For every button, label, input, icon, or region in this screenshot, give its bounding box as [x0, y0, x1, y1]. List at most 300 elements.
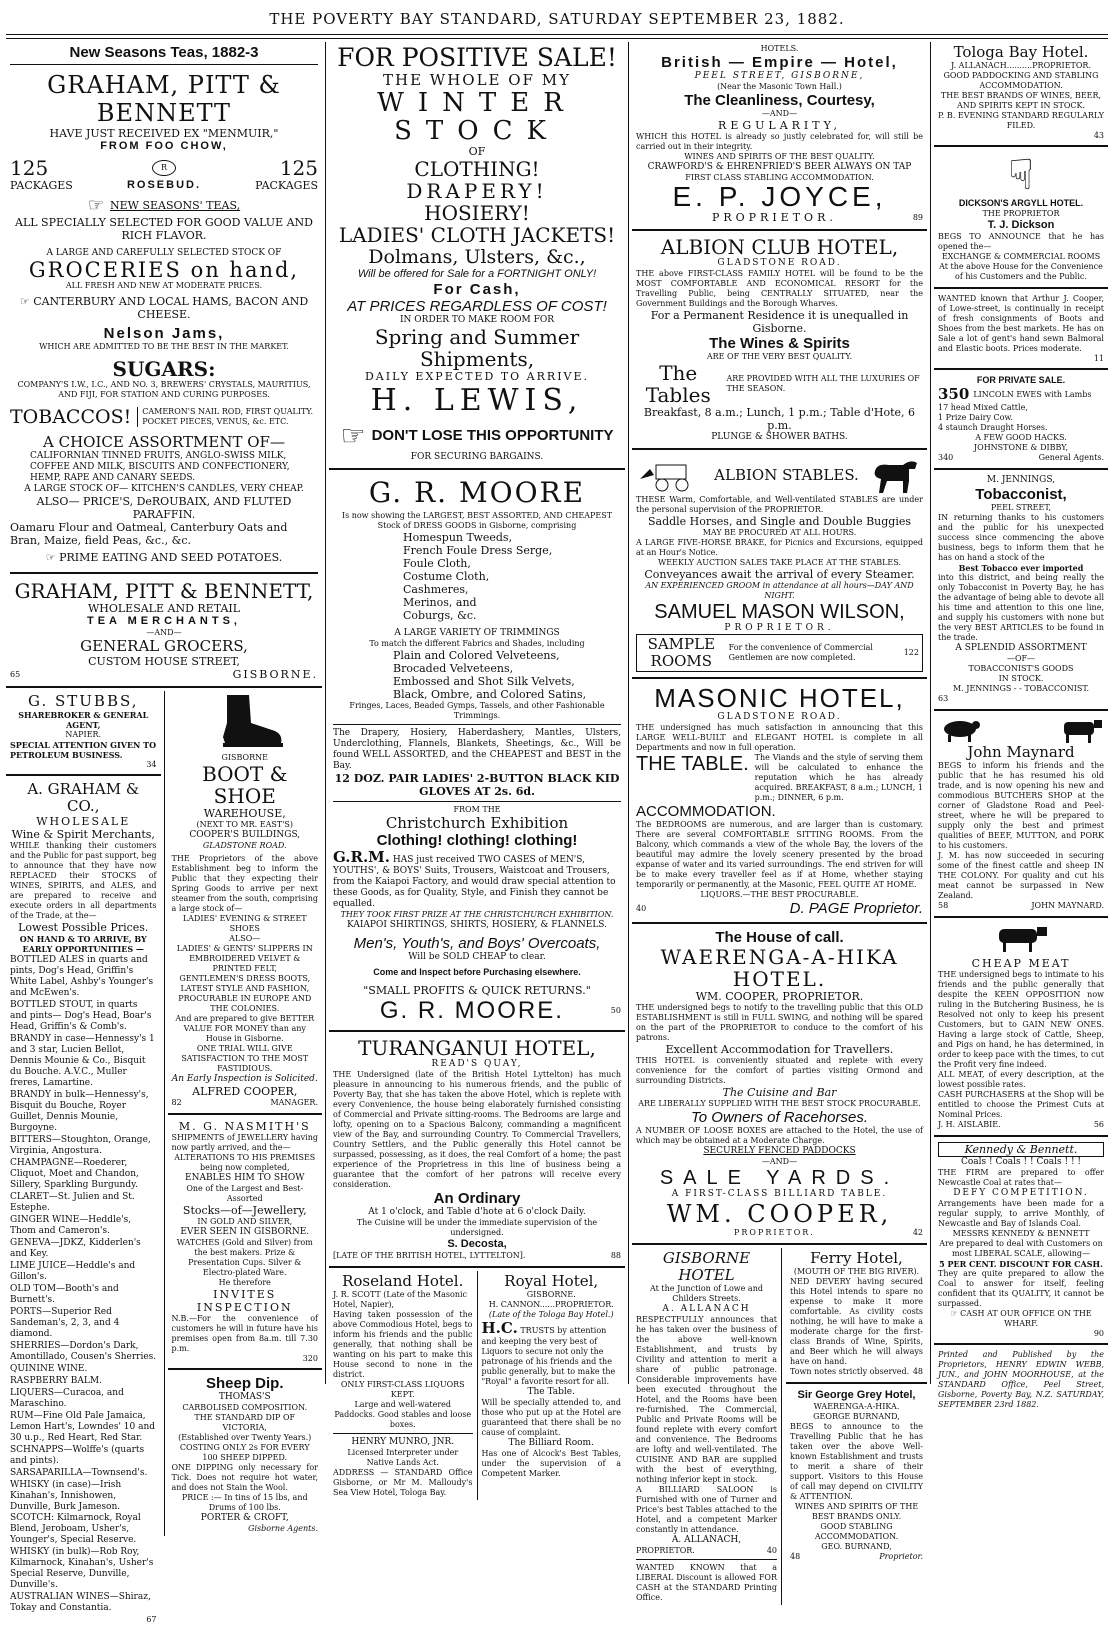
- stables-body: THESE Warm, Comfortable, and Well-ventilated STABLES are under the personal supervision of the PROPRIETOR.: [636, 495, 923, 514]
- royal-table-body: Will be specially attended to, and those who put up at the Hotel are guaranteed that there shall be no cause of complaint.: [481, 1398, 621, 1437]
- stables-name: SAMUEL MASON WILSON,: [654, 601, 905, 623]
- albion-wines-sub: ARE OF THE VERY BEST QUALITY.: [706, 352, 853, 361]
- albion-permanent: For a Permanent Residence it is unequalled in Gisborne.: [650, 309, 909, 335]
- ad-number: 50: [610, 1006, 621, 1015]
- maynard-sign: JOHN MAYNARD.: [1031, 901, 1104, 910]
- waerenga-prop: PROPRIETOR.: [733, 1228, 815, 1237]
- nasmith-stocks: Stocks—of—Jewellery,: [182, 1204, 307, 1217]
- boot-ad: [168, 691, 323, 1110]
- cheap-sign: J. H. AISLABIE.: [938, 1120, 1001, 1129]
- agraham-body: WHILE thanking their customers and the Public for past support, beg to announce that they have now REPLACED their STOCKS of WINES, SPIRITS, and ALES, and are prepared to receive and execute orders in all departments of the Trade, at the—: [10, 841, 157, 920]
- ad-number: 88: [610, 1251, 621, 1260]
- stables-auction: WEEKLY AUCTION SALES TAKE PLACE AT THE STABLES.: [657, 558, 902, 567]
- tea-seal-icon: R: [152, 160, 176, 176]
- stables-brake: A LARGE FIVE-HORSE BRAKE, for Picnics and Excursions, equipped at an Hour's Notice.: [636, 538, 923, 557]
- cheap-body: THE undersigned begs to intimate to his friends and the public generally that despite the KEEN OPPOSITION now ruling in the Butchering Business, he is Resolved not only to keep his present Customers, but to GAIN NEW ONES. Having a large stock of Cattle, Sheep, and Pigs on hand, he has determined, in order to keep pace with the times, to cut the Profit very fine indeed.: [938, 970, 1104, 1069]
- ad-number: 34: [146, 760, 157, 769]
- cheap-title: CHEAP MEAT: [971, 957, 1071, 970]
- british-title: British — Empire — Hotel,: [661, 54, 898, 71]
- roseland-ad: [329, 1271, 477, 1500]
- list-item: BOTTLED ALES in quarts and pints, Dog's Head, Griffin's White Label, Ashby's Younger's and McEwen's.: [10, 955, 154, 998]
- package-count-left: 125: [10, 156, 49, 180]
- british-wines: WINES AND SPIRITS OF THE BEST QUALITY.: [684, 152, 875, 161]
- column-4: [934, 42, 1108, 1409]
- sheep-carbolised: CARBOLISED COMPOSITION.: [182, 1403, 308, 1412]
- waerenga-body: THE undersigned begs to notify to the travelling public that this OLD ESTABLISHMENT is still in FULL SWING, and nothing will be spared on the part of the PROPRIETOR to conduce to the comfort of his patrons.: [636, 1003, 923, 1042]
- ferry-hotel-ad: [786, 1248, 927, 1379]
- jennings-goods: TOBACCONIST'S GOODS: [968, 664, 1074, 673]
- column-1: [6, 42, 322, 1624]
- list-item: CLARET—St. Julien and St. Estephe.: [10, 1192, 135, 1213]
- jennings-of: —OF—: [1006, 654, 1036, 663]
- pointing-hand-icon: ☞: [19, 295, 34, 308]
- albion-body: THE above FIRST-CLASS FAMILY HOTEL will be found to be the MOST COMFORTABLE AND ECONOMICAL RESORT for the Travelling Public, being CENTRALLY SITUATED, near the Government Buildings and the Borough Wharves.: [636, 269, 923, 308]
- nasmith-ever: EVER SEEN IN GISBORNE.: [180, 1227, 310, 1237]
- gisborne-hotel-saloon: A BILLIARD SALOON is Furnished with one of Turner and Price's best Tables attached to the Hotel, and a competent Marker constantly in attendance.: [636, 1485, 777, 1534]
- masonic-accommodation: ACCOMMODATION.: [636, 803, 776, 820]
- boot-inspection: An Early Inspection is Solicited.: [171, 1074, 318, 1084]
- section-hotels: HOTELS.: [760, 44, 799, 53]
- list-item: Embossed and Shot Silk Velvets,: [393, 675, 575, 688]
- moore-prize: THEY TOOK FIRST PRIZE AT THE CHRISTCHURCH EXHIBITION.: [340, 910, 614, 919]
- list-item: Black, Ombre, and Colored Satins,: [393, 688, 587, 701]
- boot-title: BOOT & SHOE: [202, 762, 288, 808]
- boot-cooper: COOPER'S BUILDINGS,: [189, 830, 301, 840]
- sale-clothing: CLOTHING!: [414, 157, 540, 181]
- royal-title: Royal Hotel,: [504, 1272, 599, 1290]
- gisborne-hotel-allanach: A. ALLANACH,: [671, 1535, 742, 1545]
- teas-title: New Seasons Teas, 1882-3: [69, 44, 259, 61]
- cheap-meat: ALL MEAT, of every description, at the lowest possible rates.: [938, 1070, 1104, 1089]
- gisborne-hotel-body: RESPECTFULLY announces that he has taken over the business of the above well-known Establishment, and trusts by Civility and attention to merit a share of public patronage. Considerable improvements have been executed throughout the Hotel, and the Rooms have been re-furnished. The Commercial, Public and Private Rooms will be found replete with every comfort and convenience. The Bedrooms are lofty and well-ventilated. The CUISINE AND BAR are supplied with the best of everything, nothing inferior kept in stock.: [636, 1315, 777, 1484]
- albion-plunge: PLUNGE & SHOWER BATHS.: [711, 432, 848, 442]
- moore-gloves: 12 DOZ. PAIR LADIES' 2-BUTTON BLACK KID GLOVES AT 2s. 6d.: [334, 772, 620, 798]
- british-prop: PROPRIETOR.: [711, 211, 837, 224]
- grey-hotel-ad: [786, 1387, 927, 1564]
- tobaccos: TOBACCOS!: [10, 406, 132, 428]
- selected-line: ALL SPECIALLY SELECTED FOR GOOD VALUE AND RICH FLAVOR.: [15, 216, 313, 242]
- kennedy-body: THE FIRM are prepared to offer Newcastle Coal at rates that—: [938, 1168, 1104, 1187]
- waerenga-excellent: Excellent Accommodation for Travellers.: [665, 1043, 894, 1056]
- tologa-title: Tologa Bay Hotel.: [953, 43, 1089, 61]
- list-item: GENEVA—JDKZ, Kidderlen's and Key.: [10, 1238, 141, 1259]
- turanganui-name: S. Decosta,: [447, 1238, 507, 1250]
- list-item: Plain and Colored Velveteens,: [393, 649, 560, 662]
- waerenga-saleyards: SALE YARDS.: [659, 1167, 900, 1189]
- moore-match: To match the different Fabrics and Shades, including: [369, 639, 585, 648]
- munro-name: HENRY MUNRO, JNR.: [351, 1437, 455, 1447]
- custom-street: CUSTOM HOUSE STREET,: [88, 655, 240, 668]
- gisborne-hotel-junction: At the Junction of Lowe and Childers Streets.: [650, 1284, 763, 1303]
- grey-body: BEGS to announce to the Travelling Public that he has taken over the above Well-known Establishment and trusts to merit a share of their support. Visitors to this House of call may depend on CIVILITY & ATTENTION.: [790, 1422, 923, 1501]
- general-grocers: GENERAL GROCERS,: [80, 637, 248, 655]
- sale-lewis: H. LEWIS,: [370, 383, 584, 418]
- sheep-costing: COSTING ONLY 2s FOR EVERY 100 SHEEP DIPPED.: [179, 1443, 310, 1462]
- jennings-body: IN returning thanks to his customers and the public for his unexpected success since commencing the above business, begs to inform them that he has on hand a stock of the: [938, 513, 1104, 562]
- british-and: —AND—: [761, 109, 798, 118]
- masonic-table-body: The Viands and the style of serving them will be calculated to enhance the reputation which he has already acquired. BREAKFAST, 8 a.m.; LUNCH, 1 p.m.; DINNER, 6 p.m.: [754, 753, 923, 802]
- private-cattle: 17 head Mixed Cattle,: [938, 403, 1028, 412]
- waerenga-boxes: A NUMBER OF LOOSE BOXES are attached to the Hotel, the use of which may be obtained at a Moderate Charge.: [636, 1126, 923, 1145]
- grey-wines: WINES AND SPIRITS OF THE BEST BRANDS ONLY.: [794, 1502, 919, 1521]
- turanganui-quay: READ'S QUAY,: [431, 1059, 523, 1069]
- ad-number: 48: [912, 1367, 923, 1376]
- tologa-paper: P. B. EVENING STANDARD REGULARLY FILED.: [938, 111, 1104, 130]
- private-horses: 4 staunch Draught Horses.: [938, 423, 1048, 432]
- list-item: Cashmeres,: [403, 583, 469, 596]
- firm-name: GRAHAM, PITT & BENNETT: [47, 71, 281, 127]
- list-item: LIQUERS—Curacoa, and Maraschino.: [10, 1388, 124, 1409]
- turanganui-at: At 1 o'clock, and Table d'hote at 6 o'clock Daily.: [368, 1207, 586, 1217]
- sheep-ad: [168, 1373, 323, 1536]
- stubbs-line1: SHAREBROKER & GENERAL AGENT,: [18, 710, 149, 730]
- british-stabling: FIRST CLASS STABLING ACCOMMODATION.: [685, 173, 874, 182]
- british-regularity: REGULARITY,: [718, 119, 841, 132]
- ad-number: 43: [1093, 131, 1104, 140]
- ad-number: 340: [938, 453, 954, 462]
- private-agents: JOHNSTONE & DIBBY,: [973, 443, 1069, 452]
- ad-number: 320: [302, 1354, 318, 1363]
- royal-cannon: H. CANNON......PROPRIETOR.: [488, 1300, 614, 1309]
- boot-name: ALFRED COOPER,: [192, 1085, 298, 1098]
- moore-ad: [329, 473, 625, 1027]
- stables-conveyances: Conveyances await the arrival of every Steamer.: [644, 568, 915, 581]
- albion-tables: The Tables: [645, 361, 711, 407]
- wanted-cooper-body: WANTED known that Arthur J. Cooper, of Lowe-street, is continually in receipt of fresh consignments of Boots and Shoes from the best markets. He has on Sale a lot of gent's hand sewn Balmoral and Elastic boots. Prices moderate.: [938, 294, 1104, 353]
- wanted-discount: WANTED KNOWN that a LIBERAL Discount is allowed FOR CASH at the STANDARD Printing Office.: [636, 1563, 777, 1602]
- private-ewes: 350: [938, 385, 970, 403]
- tologa-ad: [934, 42, 1108, 142]
- waerenga-name: WM. COOPER, PROPRIETOR.: [695, 990, 864, 1003]
- potatoes: PRIME EATING AND SEED POTATOES.: [59, 551, 283, 564]
- moore-clothing: Clothing! clothing! clothing!: [376, 832, 578, 849]
- agraham-ad: [6, 779, 161, 1626]
- sheep-one-dipping: ONE DIPPING only necessary for Tick. Does not require hot water, and does not Stain the Wool.: [171, 1463, 318, 1492]
- gisborne-hotel-prop: PROPRIETOR.: [636, 1546, 695, 1555]
- sale-drapery: DRAPERY!: [406, 179, 548, 203]
- from-line: FROM FOO CHOW,: [100, 140, 228, 152]
- choice-heading: A CHOICE ASSORTMENT OF—: [43, 433, 285, 451]
- list-item: GINGER WINE—Heddle's, Thom and Cameron's.: [10, 1215, 132, 1236]
- list-item: Foule Cloth,: [403, 557, 471, 570]
- moore-sold: Will be SOLD CHEAP to clear.: [408, 952, 546, 962]
- sale-cash: For Cash,: [433, 281, 521, 298]
- moore-grm: G.R.M.: [333, 848, 391, 866]
- jennings-title: Tobacconist,: [975, 486, 1067, 503]
- list-item: BRANDY in case—Hennessy's 1 and 3 star, Lucien Bellot, Dennis Mounie & Co., Bisquit du Bouche. A.V.C., Muller freres, Lamartine.: [10, 1034, 155, 1088]
- agraham-items: [10, 955, 157, 1614]
- list-item: BRANDY in bulk—Hennessy's, Bisquit du Bouche, Royer Guillet, Dennis Mounie, Burgoyne.: [10, 1090, 149, 1133]
- albion-breakfast: Breakfast, 8 a.m.; Lunch, 1 p.m.; Table d'Hote, 6 p.m.: [643, 406, 916, 432]
- roseland-paddocks: Large and well-watered Paddocks. Good stables and loose boxes.: [334, 1400, 472, 1429]
- moore-kaiapoi: KAIAPOI SHIRTINGS, SHIRTS, HOSIERY, & FLANNELS.: [346, 920, 607, 930]
- masthead: THE POVERTY BAY STANDARD, SATURDAY SEPTEMBER 23, 1882.: [269, 10, 845, 28]
- private-ewes-text: LINCOLN EWES with Lambs: [973, 389, 1092, 399]
- moore-sign: G. R. MOORE.: [379, 997, 564, 1024]
- sale-dontlose: DON'T LOSE THIS OPPORTUNITY: [371, 427, 614, 444]
- column-2: [329, 42, 625, 1497]
- boot-body: THE Proprietors of the above Establishment beg to inform the Public that they expecting their Spring Goods to arrive per next steamer from the south, comprising a large stock of—: [171, 854, 318, 913]
- private-hacks: A FEW GOOD HACKS.: [975, 433, 1067, 442]
- nasmith-watches: WATCHES (Gold and Silver) from the best makers. Prize & Presentation Cups. Silver & Electro-plated Ware.: [176, 1238, 313, 1277]
- waerenga-fenced: SECURELY FENCED PADDOCKS: [703, 1146, 856, 1156]
- nasmith-body: SHIPMENTS of JEWELLERY having now partly arrived, and the—: [171, 1133, 318, 1152]
- cheap-cash: CASH PURCHASERS at the Shop will be entitled to choose the Primest Cuts at Nominal Prices.: [938, 1090, 1104, 1119]
- stubbs-name: G. STUBBS,: [28, 692, 139, 710]
- masthead-rule: [6, 34, 1108, 35]
- waerenga-body2: THIS HOTEL is conveniently situated and replete with every convenience for the comfort of parties visiting Ormond and surrounding Districts.: [636, 1056, 923, 1085]
- sheep-agents: Gisborne Agents.: [248, 1524, 318, 1533]
- agraham-name: A. GRAHAM & CO.,: [27, 780, 140, 815]
- sale-title: FOR POSITIVE SALE!: [337, 43, 617, 72]
- masonic-body: THE undersigned has much satisfaction in announcing that this LARGE WELL-BUILT and ELEGANT HOTEL is complete in all Departments and now in full operation.: [636, 723, 923, 752]
- sheep-standard: THE STANDARD DIP OF VICTORIA,: [194, 1413, 296, 1432]
- grey-sign: GEO. BURNAND,: [821, 1542, 892, 1551]
- wholesale: WHOLESALE AND RETAIL: [87, 602, 241, 615]
- nelson-sub: WHICH ARE ADMITTED TO BE THE BEST IN THE MARKET.: [39, 342, 289, 351]
- list-item: BITTERS—Stoughton, Orange, Virginia, Angostura.: [10, 1135, 151, 1156]
- jennings-instock: IN STOCK.: [998, 674, 1044, 683]
- waerenga-house: The House of call.: [715, 929, 844, 946]
- list-item: LIME JUICE—Heddle's and Gillon's.: [10, 1261, 136, 1282]
- turanganui-late: [LATE OF THE BRITISH HOTEL, LYTTELTON].: [333, 1251, 526, 1260]
- list-item: SCHNAPPS—Wolffe's (quarts and pints).: [10, 1445, 145, 1466]
- stables-sample: SAMPLE ROOMS: [647, 635, 716, 670]
- sale-daily: DAILY EXPECTED TO ARRIVE.: [364, 370, 590, 383]
- ox-icon: [991, 923, 1051, 953]
- roseland-body: Having taken possession of the above Commodious Hotel, begs to inform his friends and the public generally, that nothing shall be wanting on his part to make this House second to none in the district.: [333, 1310, 473, 1379]
- waerenga-owners: To Owners of Racehorses.: [690, 1109, 869, 1126]
- turanganui-ordinary: An Ordinary: [433, 1190, 521, 1207]
- moore-intro: Is now showing the LARGEST, BEST ASSORTED, AND CHEAPEST Stock of DRESS GOODS in Gisborne, comprising: [341, 511, 613, 530]
- dickson-title: DICKSON'S ARGYLL HOTEL.: [958, 198, 1084, 208]
- coach-icon: [636, 457, 706, 493]
- albion-wines: The Wines & Spirits: [709, 335, 850, 352]
- private-sale-ad: [934, 373, 1108, 465]
- gisborne-hotel-ad: [632, 1248, 781, 1605]
- stables-groom: AN EXPERIENCED GROOM in attendance at all hours—DAY AND NIGHT.: [645, 581, 914, 600]
- sugars-sub: COMPANY'S I.W., I.C., AND NO. 3, BREWERS' CRYSTALS, MAURITIUS, AND FIJI, FOR STATION AND CURING PURPOSES.: [17, 380, 311, 399]
- column-rule: [325, 42, 326, 1384]
- dickson-body2: At the above House for the Convenience of his Customers and the Public.: [939, 262, 1103, 281]
- groceries: GROCERIES on hand,: [28, 258, 300, 282]
- ferry-mouth: (MOUTH OF THE BIG RIVER).: [793, 1267, 920, 1276]
- masonic-title: MASONIC HOTEL,: [654, 683, 905, 713]
- waerenga-cuisine: The Cuisine and Bar: [722, 1086, 837, 1099]
- moore-profits: "SMALL PROFITS & QUICK RETURNS.": [363, 984, 591, 997]
- stables-saddle: Saddle Horses, and Single and Double Buggies: [647, 515, 912, 528]
- oamaru: Oamaru Flour and Oatmeal, Canterbury Oats and Bran, Maize, field Peas, &c., &c.: [10, 521, 288, 547]
- tobacco-sub: CAMERON'S NAIL ROD, FIRST QUALITY. POCKET PIECES, VENUS, &c. ETC.: [137, 407, 318, 427]
- roseland-jrs: J. R. SCOTT (Late of the Masonic Hotel, Napier),: [333, 1290, 468, 1309]
- list-item: Costume Cloth,: [403, 570, 490, 583]
- sale-securing: FOR SECURING BARGAINS.: [410, 452, 544, 462]
- pointing-hand-icon: ☞: [45, 551, 60, 564]
- jennings-street: PEEL STREET,: [990, 503, 1052, 512]
- tologa-wines: THE BEST BRANDS OF WINES, BEER, AND SPIRITS KEPT IN STOCK.: [940, 91, 1102, 110]
- maynard-succeed: J. M. has now succeeded in securing some of the finest cattle and sheep IN THE COLONY. For quality and cut his meat cannot be surpassed in New Zealand.: [938, 851, 1104, 900]
- turanganui-cuisine: The Cuisine will be under the immediate supervision of the undersigned.: [356, 1218, 598, 1237]
- roseland-title: Roseland Hotel.: [342, 1272, 464, 1290]
- stables-ad: [632, 453, 927, 674]
- turanganui-body: THE Undersigned (late of the British Hotel Lyttelton) has much pleasure in announcing to his numerous friends, and the public of Poverty Bay, that she has taken the above Hotel, which is replete with every Convenience, the house being elaborately furnished consisting of Commercial and Private sitting-rooms. The Bedrooms are large and lofty, opening on to a Spacious Balcony, commanding a magnificent view of the Bay, and surrounding Country. To Commercial Travellers, Country Settlers, and the Public generally this Hotel cannot be surpassed, possessing, as it does, the real Comfort of a home; the past experience of the Proprietress in this line of business being a guarantee that the comfort of her patrons will receive every consideration.: [333, 1070, 621, 1189]
- albion-tables-sub: ARE PROVIDED WITH ALL THE LUXURIES OF THE SEASON.: [726, 374, 920, 393]
- kennedy-defy: DEFY COMPETITION.: [953, 1188, 1089, 1198]
- masonic-road: GLADSTONE ROAD.: [717, 712, 842, 722]
- stables-title: ALBION STABLES.: [714, 465, 859, 484]
- turanganui-ad: [329, 1035, 625, 1263]
- nasmith-invites: INVITES INSPECTION: [196, 1288, 293, 1314]
- boot-procurable: PROCURABLE IN EUROPE AND THE COLONIES.: [178, 994, 312, 1013]
- list-item: OLD TOM—Booth's and Burnett's.: [10, 1284, 119, 1305]
- maynard-title: John Maynard: [967, 743, 1075, 761]
- pointing-hand-icon: ☞: [950, 1309, 961, 1318]
- boot-road: GLADSTONE ROAD.: [202, 841, 287, 850]
- list-item: WHISKY (in bulk)—Rob Roy, Kilmarnock, Kinahan's, Usher's Special Reserve, Dunville, Dunville's.: [10, 1547, 154, 1590]
- waerenga-ad: [632, 927, 927, 1240]
- ad-number: 89: [912, 212, 923, 222]
- sale-regardless: AT PRICES REGARDLESS OF COST!: [347, 298, 607, 315]
- boot-warehouse: WAREHOUSE,: [203, 807, 286, 820]
- sale-dolmans: Dolmans, Ulsters, &c.,: [368, 246, 586, 268]
- royal-gisborne: GISBORNE.: [526, 1290, 576, 1299]
- ferry-terms: Town notes strictly observed.: [790, 1367, 910, 1376]
- royal-billiard-body: Has one of Alcock's Best Tables, under the supervision of a Competent Marker.: [481, 1449, 621, 1478]
- kennedy-title: Kennedy & Bennett.: [938, 1142, 1104, 1157]
- albion-ad: [632, 234, 927, 445]
- private-general: General Agents.: [1038, 453, 1104, 462]
- kennedy-messrs: MESSRS KENNEDY & BENNETT: [952, 1229, 1090, 1238]
- british-body: WHICH this HOTEL is already so justly celebrated for, will still be carried out in their integrity.: [636, 132, 923, 151]
- list-item: Coburgs, &c.: [403, 609, 477, 622]
- paraffin: ALSO— PRICE'S, DeROUBAIX, AND FLUTED PARAFFIN.: [36, 495, 292, 521]
- ad-number: 40: [766, 1546, 777, 1555]
- agraham-lowest: Lowest Possible Prices.: [18, 921, 149, 934]
- sheep-thomas: THOMAS'S: [218, 1392, 271, 1402]
- albion-title: ALBION CLUB HOTEL,: [660, 235, 899, 259]
- waerenga-billiard: A FIRST-CLASS BILLIARD TABLE.: [671, 1189, 888, 1199]
- royal-body: TRUSTS by attention and keeping the very best of Liquors to secure not only the patronage of his friends and the public generally, but to make the "Royal" a favorite resort for all.: [481, 1326, 616, 1386]
- munro-address: ADDRESS — STANDARD Office Gisborne, or Mr M. Malloudy's Sea View Hotel, Tologa Bay.: [333, 1468, 473, 1497]
- list-item: SHERRIES—Dordon's Dark, Amontillado, Cousen's Sherries.: [10, 1341, 157, 1362]
- moore-title: G. R. MOORE: [368, 476, 586, 509]
- packages-left: PACKAGES: [10, 179, 73, 192]
- private-cow: 1 Prize Dairy Cow.: [938, 413, 1013, 422]
- received-line: HAVE JUST RECEIVED EX "MENMUIR,": [49, 127, 279, 140]
- list-item: French Foule Dress Serge,: [403, 544, 553, 557]
- ad-number: 56: [1093, 1120, 1104, 1129]
- agraham-onhand: ON HAND & TO ARRIVE, BY EARLY OPPORTUNITIES —: [19, 934, 147, 954]
- moore-come: Come and Inspect before Purchasing elsewhere.: [373, 967, 581, 977]
- dickson-the: THE PROPRIETOR: [982, 209, 1060, 218]
- masonic-liquors: LIQUORS.—THE BEST PROCURABLE.: [700, 890, 859, 899]
- boot-manager: MANAGER.: [270, 1098, 318, 1107]
- royal-ad: [477, 1271, 626, 1500]
- munro-licensed: Licensed Interpreter under Native Lands Act.: [347, 1448, 459, 1467]
- masonic-ad: [632, 682, 927, 919]
- dickson-body: BEGS TO ANNOUNCE that he has opened the—: [938, 232, 1104, 251]
- packages-right: PACKAGES: [255, 179, 318, 192]
- candles: A LARGE STOCK OF— KITCHEN'S CANDLES, VERY CHEAP.: [24, 484, 304, 494]
- ad-number: 11: [1093, 354, 1104, 363]
- jennings-name: M. JENNINGS,: [986, 475, 1056, 485]
- moore-christchurch: Christchurch Exhibition: [385, 814, 569, 832]
- list-item: Merinos, and: [403, 596, 477, 609]
- list-item: BOTTLED STOUT, in quarts and pints— Dog's Head, Boar's Head, Griffin's & Comb's.: [10, 1000, 152, 1032]
- kennedy-answer: They are quite prepared to allow the Coal to answer for itself, feeling confident that its QUALITY, it cannot be surpassed.: [938, 1269, 1104, 1308]
- sale-jackets: LADIES' CLOTH JACKETS!: [338, 223, 616, 247]
- british-empire-ad: [632, 42, 927, 226]
- nelson-jams: Nelson Jams,: [103, 325, 225, 342]
- private-title: FOR PRIVATE SALE.: [976, 375, 1066, 385]
- package-count-right: 125: [279, 156, 318, 180]
- moore-drapery: The Drapery, Hosiery, Haberdashery, Mantles, Ulsters, Underclothing, Flannels, Blankets, Sheetings, &c., Will be found WELL ASSORTED, and the CHEAPEST and BEST in the Bay.: [333, 728, 621, 771]
- maynard-ad: [934, 714, 1108, 913]
- list-item: PORTS—Superior Red Sandeman's, 2, 3, and 4 diamond.: [10, 1307, 120, 1339]
- sale-offered: Will be offered for Sale for a FORTNIGHT ONLY!: [357, 268, 597, 280]
- cheap-meat-ad: [934, 921, 1108, 1132]
- turanganui-title: TURANGANUI HOTEL,: [358, 1036, 596, 1060]
- grey-place: WAERENGA-A-HIKA.: [813, 1402, 900, 1411]
- moore-fringes: Fringes, Laces, Beaded Gymps, Tassels, and other Fashionable Trimmings.: [349, 701, 605, 720]
- ad-number: 90: [1093, 1329, 1104, 1338]
- stables-procured: MAY BE PROCURED AT ALL HOURS.: [702, 528, 857, 537]
- waerenga-wm: WM. COOPER,: [666, 1200, 893, 1228]
- moore-overcoats: Men's, Youth's, and Boys' Overcoats,: [353, 935, 601, 952]
- kennedy-liberal: Are prepared to deal with Customers on most LIBERAL SCALE, allowing—: [939, 1239, 1103, 1258]
- sale-of: OF: [468, 145, 486, 158]
- tologa-paddocking: GOOD PADDOCKING AND STABLING ACCOMMODATION.: [943, 71, 1099, 90]
- ferry-body: NED DEVERY having secured this Hotel intends to spare no expense to make it more comfortable. As civility costs nothing, he will have to make a moderate charge for the first-class Brands of Wine, Spirits, and Beer which he will always have on hand.: [790, 1277, 923, 1366]
- british-street: PEEL STREET, GISBORNE,: [694, 71, 865, 81]
- stock-intro: A LARGE AND CAREFULLY SELECTED STOCK OF: [46, 248, 282, 258]
- sheep-price: PRICE :— In tins of 15 lbs, and Drums of 100 lbs.: [181, 1493, 308, 1512]
- gisborne-hotel-title: GISBORNE HOTEL: [662, 1249, 751, 1284]
- hams-line: CANTERBURY AND LOCAL HAMS, BACON AND CHEESE.: [33, 295, 309, 321]
- stubbs-ad: [6, 691, 161, 771]
- jennings-body2: into this district, and being really the only Tobacconist in Poverty Bay, he has the advantage of being able to devote all his time and attention to this one line, and supply his customers with none but the very BEST ARTICLES to be found in the trade.: [938, 573, 1104, 642]
- ad-number: 63: [938, 694, 949, 703]
- boot-slippers: LADIES' & GENTS' SLIPPERS IN EMBROIDERED VELVET & PRINTED FELT,: [176, 944, 313, 973]
- firm-name-2: GRAHAM, PITT & BENNETT,: [14, 579, 314, 603]
- royal-table: The Table.: [527, 1387, 575, 1397]
- jennings-ad: [934, 473, 1108, 706]
- kennedy-discount: 5 PER CENT. DISCOUNT FOR CASH.: [939, 1259, 1103, 1269]
- masonic-page: D. PAGE Proprietor.: [789, 900, 923, 917]
- stables-prop: PROPRIETOR.: [724, 623, 835, 633]
- sale-room: IN ORDER TO MAKE ROOM FOR: [400, 315, 554, 325]
- british-name: E. P. JOYCE,: [672, 181, 887, 212]
- stubbs-line2: NAPIER.: [65, 730, 102, 739]
- jennings-sign: M. JENNINGS - - TOBACCONIST.: [952, 684, 1090, 693]
- wanted-cooper-ad: [934, 292, 1108, 365]
- jennings-splendid: A SPLENDID ASSORTMENT: [955, 643, 1087, 653]
- choice-list: CALIFORNIAN TINNED FRUITS, ANGLO-SWISS MILK, COFFEE AND MILK, BISCUITS AND CONFECTIONERY, HEMP, RAPE AND CANARY SEEDS.: [30, 451, 290, 483]
- waerenga-and: —AND—: [761, 1157, 798, 1166]
- grey-prop: Proprietor.: [879, 1552, 923, 1561]
- waerenga-liberally: ARE LIBERALLY SUPPLIED WITH THE BEST STOCK PROCURABLE.: [638, 1099, 921, 1108]
- sheep-porter: PORTER & CROFT,: [200, 1513, 289, 1523]
- nasmith-enables: ENABLES HIM TO SHOW: [185, 1173, 305, 1183]
- kennedy-office: CASH AT OUR OFFICE ON THE WHARF.: [960, 1309, 1092, 1328]
- dickson-exchange: EXCHANGE & COMMERCIAL ROOMS: [941, 252, 1101, 261]
- sugars: SUGARS:: [112, 357, 216, 381]
- boot-also: ALSO—: [229, 934, 261, 943]
- waerenga-title: WAERENGA-A-HIKA HOTEL.: [660, 945, 899, 991]
- nasmith-gold: IN GOLD AND SILVER,: [197, 1217, 293, 1226]
- sale-spring: Spring and Summer Shipments,: [374, 325, 580, 371]
- column-3: [632, 42, 927, 1602]
